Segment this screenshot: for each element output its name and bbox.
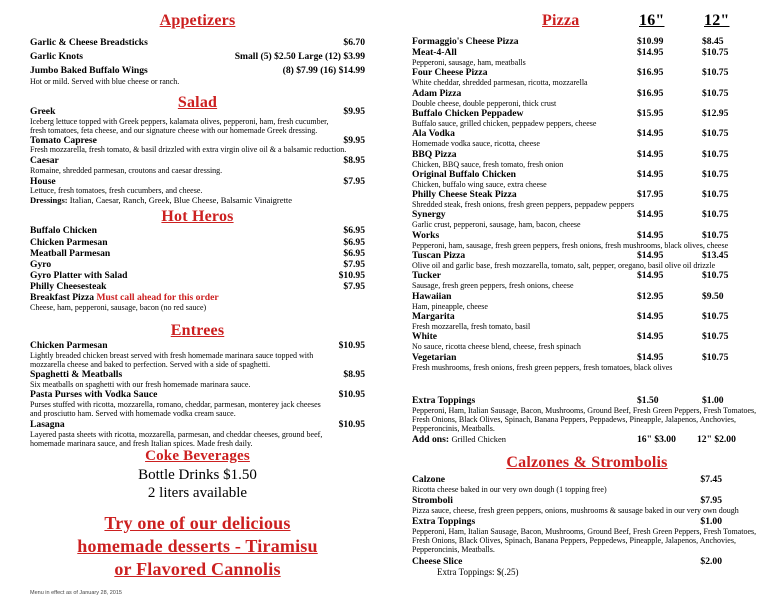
price-16: $14.95 xyxy=(637,310,664,322)
price-12: $10.75 xyxy=(702,209,729,221)
pizza-name: Tuscan Pizza xyxy=(412,250,466,261)
size-16-header: 16" xyxy=(639,12,665,29)
menu-item: Stromboli $7.95 xyxy=(412,495,722,506)
price-16: $14.95 xyxy=(637,270,664,282)
price-16: $14.95 xyxy=(637,168,664,180)
pizza-description: Double cheese, double pepperoni, thick crust xyxy=(412,98,557,108)
pizza-item xyxy=(412,88,762,99)
item-description: Lightly breaded chicken breast served with fresh homemade marinara sauce topped with xyxy=(30,351,314,360)
pizza-item xyxy=(412,169,762,180)
price-16: $14.95 xyxy=(637,331,664,343)
price-16: $12.95 xyxy=(637,290,664,302)
pizza-name: Vegetarian xyxy=(412,351,457,363)
pizza-name: Synergy xyxy=(412,209,446,221)
price-12: $10.75 xyxy=(702,189,729,201)
pizza-item xyxy=(412,250,762,261)
pizza-item xyxy=(412,108,762,119)
dessert-promo-line2: homemade desserts - Tiramisu xyxy=(77,536,318,556)
price-16: $16.95 xyxy=(637,67,664,79)
menu-item: Greek $9.95 xyxy=(30,106,365,117)
item-description: Lettuce, fresh tomatoes, fresh cucumbers, and cheese. xyxy=(30,186,203,195)
item-description: Pepperoncinis, Meatballs. xyxy=(412,424,495,433)
menu-item: Lasagna $10.95 xyxy=(30,419,365,430)
price-12: $13.45 xyxy=(702,250,729,261)
price-12: $9.50 xyxy=(702,290,724,302)
pizza-item xyxy=(412,270,762,281)
menu-item: Chicken Parmesan $10.95 xyxy=(30,340,365,351)
pizza-name: Hawaiian xyxy=(412,290,452,302)
price-12: $10.75 xyxy=(702,270,729,282)
price-16: $14.95 xyxy=(637,148,664,160)
item-description: Hot or mild. Served with blue cheese or ranch. xyxy=(30,77,180,86)
dessert-promo-line3: or Flavored Cannolis xyxy=(114,559,281,579)
pizza-item xyxy=(412,128,762,139)
pizza-item xyxy=(412,291,762,302)
menu-item: Extra Toppings $1.00 xyxy=(412,516,722,527)
item-description: Iceberg lettuce topped with Greek peppers, kalamata olives, pepperoni, ham, fresh cucumber, xyxy=(30,117,329,126)
item-description: Pepperoni, Ham, Italian Sausage, Bacon, Mushrooms, Ground Beef, Fresh Green Peppers, Fresh Tomatoes, xyxy=(412,406,757,415)
price-12: $10.75 xyxy=(702,47,729,58)
item-description: Purses stuffed with ricotta, mozzarella, romano, cheddar, parmesan, monterey jack cheeses xyxy=(30,400,321,409)
pizza-name: Philly Cheese Steak Pizza xyxy=(412,189,517,201)
pizza-item xyxy=(412,352,762,363)
pizza-name: White xyxy=(412,331,438,343)
item-description: Romaine, shredded parmesan, croutons and caesar dressing. xyxy=(30,166,223,175)
menu-item: Meatball Parmesan $6.95 xyxy=(30,248,365,259)
menu-item: Garlic Knots Small (5) $2.50 Large (12) $3.99 xyxy=(30,51,365,62)
item-description: and prosciutto ham. Served with homemade vodka cream sauce. xyxy=(30,409,236,418)
pizza-name: Tucker xyxy=(412,270,441,282)
pizza-extra-toppings: Extra Toppings $1.50 $1.00 xyxy=(412,395,724,406)
pizza-item xyxy=(412,209,762,220)
price-12: $10.75 xyxy=(702,310,729,322)
menu-item: Calzone $7.45 xyxy=(412,474,722,485)
size-12-header: 12" xyxy=(704,12,730,29)
pizza-name: Adam Pizza xyxy=(412,87,462,99)
pizza-description: Pepperoni, sausage, ham, meatballs xyxy=(412,58,526,67)
item-description: Ricotta cheese baked in our very own dough (1 topping free) xyxy=(412,485,607,494)
pizza-name: Buffalo Chicken Peppadew xyxy=(412,107,524,119)
item-description: mozzarella cheese and baked to perfection. Served with a side of spaghetti. xyxy=(30,360,271,369)
item-description: Pizza sauce, cheese, fresh green peppers, onions, mushrooms & sausage baked in our very own dough xyxy=(412,506,739,515)
pizza-item xyxy=(412,47,762,58)
menu-item: Jumbo Baked Buffalo Wings (8) $7.99 (16) $14.99 xyxy=(30,65,365,76)
pizza-item xyxy=(412,36,762,47)
pizza-name: Margarita xyxy=(412,310,455,322)
pizza-addons: Add ons: Grilled Chicken 16" $3.00 12" $2.00 xyxy=(412,434,736,445)
price-12: $10.75 xyxy=(702,229,729,241)
heros-title: Hot Heros xyxy=(161,208,234,225)
menu-item: Tomato Caprese $9.95 xyxy=(30,135,365,146)
salad-title: Salad xyxy=(177,94,218,111)
pizza-item xyxy=(412,331,762,342)
item-description: Six meatballs on spaghetti with our fresh homemade marinara sauce. xyxy=(30,380,251,389)
menu-item: Gyro $7.95 xyxy=(30,259,365,270)
menu-item: Chicken Parmesan $6.95 xyxy=(30,237,365,248)
pizza-name: Works xyxy=(412,229,440,241)
pizza-name: Four Cheese Pizza xyxy=(412,67,488,79)
pizza-name: Ala Vodka xyxy=(412,128,455,140)
pizza-description: Ham, pineapple, cheese xyxy=(412,301,488,311)
pizza-description: No sauce, ricotta cheese blend, cheese, fresh spinach xyxy=(412,342,581,352)
price-12: $10.75 xyxy=(702,351,729,363)
pizza-name: Formaggio's Cheese Pizza xyxy=(412,36,519,47)
appetizers-title: Appetizers xyxy=(159,12,236,29)
price-16: $14.95 xyxy=(637,250,664,261)
price-16: $15.95 xyxy=(637,107,664,119)
price-16: $14.95 xyxy=(637,128,664,140)
pizza-description: Fresh mozzarella, fresh tomato, basil xyxy=(412,321,531,331)
pizza-name: Meat-4-All xyxy=(412,47,457,58)
pizza-description: White cheddar, shredded parmesan, ricotta, mozzarella xyxy=(412,78,588,88)
pizza-description: Fresh mushrooms, fresh onions, fresh green peppers, fresh tomatoes, black olives xyxy=(412,362,673,372)
pizza-description: Garlic crust, pepperoni, sausage, ham, bacon, cheese xyxy=(412,220,581,230)
pizza-item xyxy=(412,311,762,322)
bottle-drinks-line: Bottle Drinks $1.50 xyxy=(138,467,257,483)
price-16: $10.99 xyxy=(637,36,664,47)
beverages-title: Coke Beverages xyxy=(145,448,250,464)
dessert-promo-line1: Try one of our delicious xyxy=(104,513,291,533)
price-12: $10.75 xyxy=(702,168,729,180)
menu-item: Breakfast Pizza Must call ahead for this order xyxy=(30,292,219,303)
pizza-description: Buffalo sauce, grilled chicken, peppadew peppers, cheese xyxy=(412,118,597,128)
pizza-description: Chicken, BBQ sauce, fresh tomato, fresh onion xyxy=(412,159,564,169)
price-16: $14.95 xyxy=(637,351,664,363)
menu-item: Caesar $8.95 xyxy=(30,155,365,166)
menu-item: Spaghetti & Meatballs $8.95 xyxy=(30,369,365,380)
menu-item: Gyro Platter with Salad $10.95 xyxy=(30,270,365,281)
pizza-item xyxy=(412,149,762,160)
item-description: Fresh Onions, Black Olives, Spinach, Banana Peppers, Peppedews, Pineapple, Jalapenos, Anchovies, xyxy=(412,536,736,545)
pizza-name: BBQ Pizza xyxy=(412,148,457,160)
pizza-description: Homemade vodka sauce, ricotta, cheese xyxy=(412,139,540,149)
price-16: $14.95 xyxy=(637,229,664,241)
menu-item: Garlic & Cheese Breadsticks $6.70 xyxy=(30,37,365,48)
item-description: Pepperoni, Ham, Italian Sausage, Bacon, Mushrooms, Ground Beef, Fresh Green Peppers, Fresh Tomatoes, xyxy=(412,527,757,536)
item-description: Fresh mozzarella, fresh tomato, & basil drizzled with extra virgin olive oil & a balsamic reduction. xyxy=(30,145,347,154)
price-12: $10.75 xyxy=(702,67,729,79)
liters-line: 2 liters available xyxy=(147,485,248,501)
slice-extra-toppings: Extra Toppings: $(.25) xyxy=(437,567,519,577)
menu-item: Buffalo Chicken $6.95 xyxy=(30,225,365,236)
menu-item: Pasta Purses with Vodka Sauce $10.95 xyxy=(30,389,365,400)
pizza-description: Pepperoni, ham, sausage, fresh green peppers, fresh onions, fresh mushrooms, black olives, cheese xyxy=(412,240,729,250)
item-description: homemade marinara sauce, and fresh Italian spices. Made fresh daily. xyxy=(30,439,253,448)
price-12: $12.95 xyxy=(702,107,729,119)
price-12: $10.75 xyxy=(702,331,729,343)
price-16: $14.95 xyxy=(637,47,664,58)
dressings-line: Dressings: Italian, Caesar, Ranch, Greek, Blue Cheese, Balsamic Vinaigrette xyxy=(30,195,293,205)
item-description: Fresh Onions, Black Olives, Spinach, Banana Peppers, Peppadews, Pineapple, Jalapenos, Anchovies, xyxy=(412,415,736,424)
pizza-item xyxy=(412,189,762,200)
price-16: $16.95 xyxy=(637,87,664,99)
price-12: $10.75 xyxy=(702,87,729,99)
item-description: Layered pasta sheets with ricotta, mozzarella, parmesan, and cheddar cheeses, ground beef, xyxy=(30,430,323,439)
pizza-description: Sausage, fresh green peppers, fresh onions, cheese xyxy=(412,281,574,291)
calzones-title: Calzones & Strombolis xyxy=(506,454,668,471)
price-16: $17.95 xyxy=(637,189,664,201)
item-description: Pepperoncinis, Meatballs. xyxy=(412,545,495,554)
call-ahead-note: Must call ahead for this order xyxy=(96,292,219,303)
price-16: $14.95 xyxy=(637,209,664,221)
pizza-name: Original Buffalo Chicken xyxy=(412,168,516,180)
pizza-description: Olive oil and garlic base, fresh mozzarella, tomato, salt, pepper, oregano, basil olive oil drizzle xyxy=(412,261,716,270)
item-description: fresh tomatoes, feta cheese, and our signature cheese with our homemade Greek dressing. xyxy=(30,126,318,135)
pizza-description: Shredded steak, fresh onions, fresh green peppers, peppadew peppers xyxy=(412,200,634,210)
pizza-item xyxy=(412,67,762,78)
price-12: $8.45 xyxy=(702,36,724,47)
price-12: $10.75 xyxy=(702,148,729,160)
menu-item: Cheese Slice $2.00 xyxy=(412,556,722,567)
menu-effective-date: Menu in effect as of January 28, 2015 xyxy=(30,590,122,596)
entrees-title: Entrees xyxy=(170,322,225,339)
pizza-title: Pizza xyxy=(542,12,580,29)
pizza-description: Chicken, buffalo wing sauce, extra cheese xyxy=(412,179,547,189)
menu-item: Philly Cheesesteak $7.95 xyxy=(30,281,365,292)
menu-item: House $7.95 xyxy=(30,176,365,187)
price-12: $10.75 xyxy=(702,128,729,140)
item-description: Cheese, ham, pepperoni, sausage, bacon (no red sauce) xyxy=(30,303,207,312)
pizza-item xyxy=(412,230,762,241)
